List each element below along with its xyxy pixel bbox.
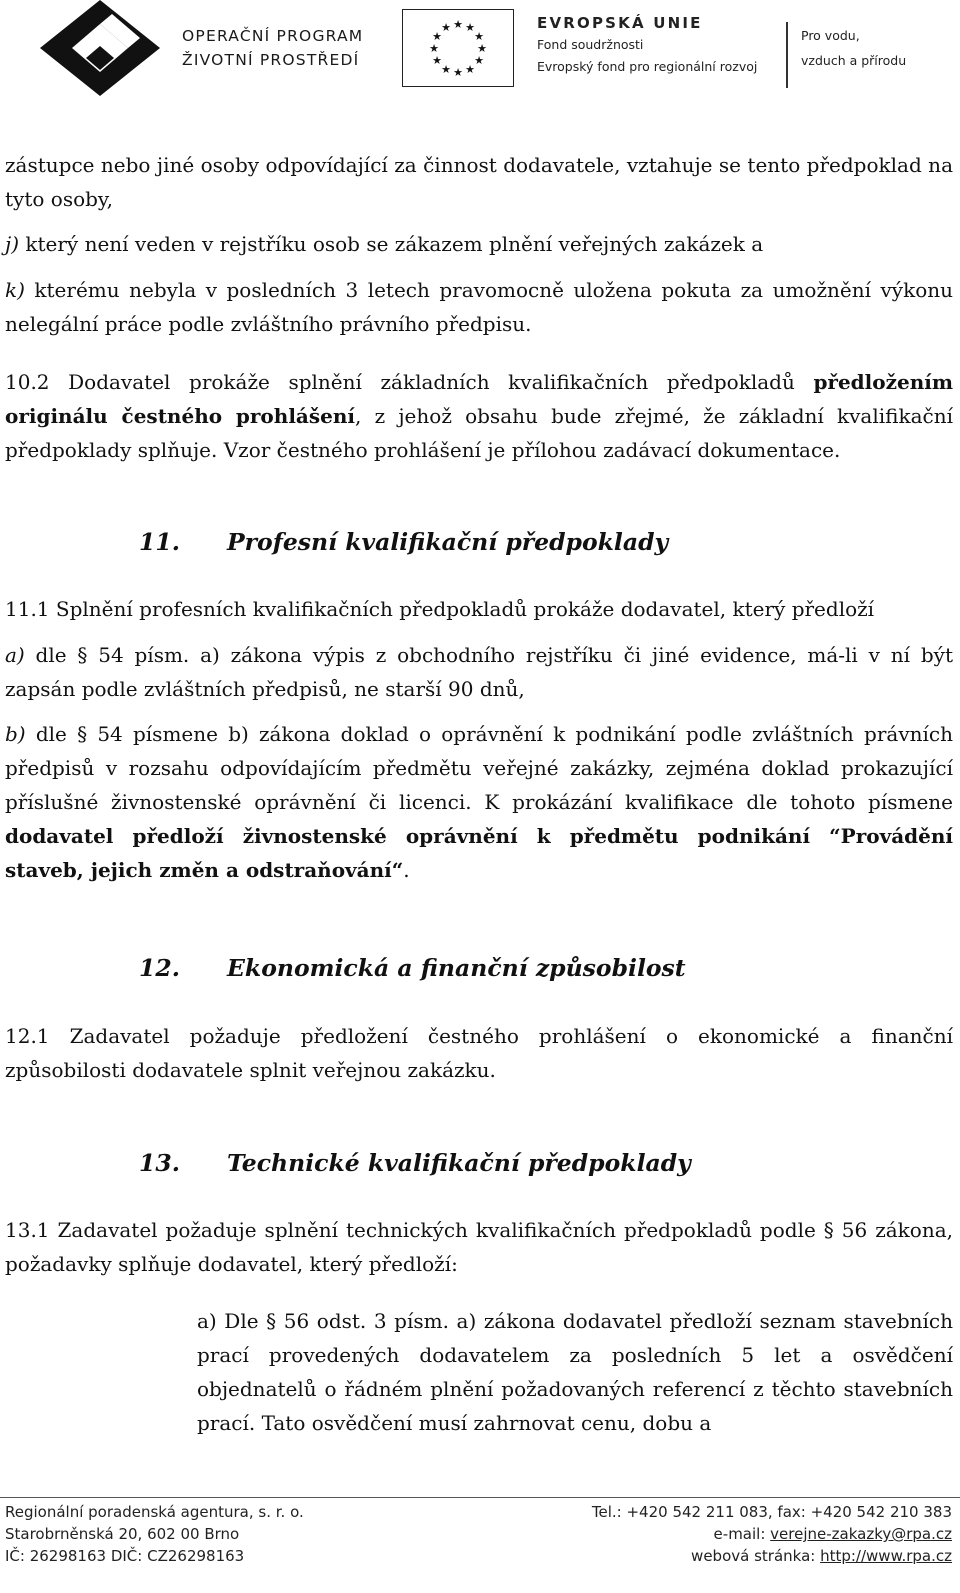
- item-label: k): [5, 278, 25, 302]
- paragraph-13-1: 13.1 Zadavatel požaduje splnění technických kvalifikačních předpokladů podle § 56 zákona, požadavky splňuje dodavatel, který předloží:: [5, 1218, 953, 1276]
- eu-title: EVROPSKÁ UNIE: [537, 14, 703, 32]
- section-title: Profesní kvalifikační předpoklady: [227, 528, 669, 556]
- section-title: Technické kvalifikační předpoklady: [227, 1149, 691, 1177]
- item-text: dle § 54 písmene b) zákona doklad o oprávnění k podnikání podle zvláštních právních předpisů v rozsahu odpovídajícím předmětu veřejné zakázky, zejména doklad prokazující příslušné živnostenské oprávnění či licenci. K prokázání kvalifikace dle tohoto písmene: [5, 722, 953, 814]
- opzp-title: [182, 24, 363, 72]
- svg-text:★: ★: [453, 66, 463, 79]
- footer-phone: Tel.: +420 542 211 083, fax: +420 542 210 383: [591, 1503, 952, 1521]
- opzp-logo-icon: [40, 0, 160, 96]
- footer-line: Regionální poradenská agentura, s. r. o.: [5, 1503, 304, 1521]
- paragraph-text: 10.2 Dodavatel prokáže splnění základních kvalifikačních předpokladů: [5, 370, 814, 394]
- section-heading-12: [139, 954, 686, 982]
- paragraph-bold: předložením originálu čestného prohlášení: [5, 370, 953, 428]
- svg-text:★: ★: [477, 42, 487, 55]
- page-footer: [0, 1497, 960, 1593]
- motto-line: vzduch a přírodu: [801, 53, 907, 68]
- svg-text:★: ★: [441, 63, 451, 76]
- item-text: dle § 54 písm. a) zákona výpis z obchodního rejstříku či jiné evidence, má-li v ní být zapsán podle zvláštních předpisů, ne starší 90 dnů,: [5, 643, 953, 701]
- item-a: [5, 638, 953, 706]
- footer-email-row: [592, 1523, 952, 1545]
- web-link[interactable]: http://www.rpa.cz: [820, 1547, 952, 1565]
- section-heading-11: [139, 528, 668, 556]
- svg-text:★: ★: [465, 63, 475, 76]
- footer-web-row: [592, 1545, 952, 1567]
- eu-fund-line: Fond soudržnosti: [537, 37, 644, 52]
- paragraph-10-2: [5, 365, 953, 467]
- section-number: 12.: [139, 954, 180, 982]
- page-header: [0, 0, 960, 100]
- eu-flag-icon: [402, 9, 514, 87]
- eu-caption: [537, 12, 757, 78]
- opzp-line: ŽIVOTNÍ PROSTŘEDÍ: [182, 51, 360, 69]
- svg-text:★: ★: [429, 42, 439, 55]
- svg-text:★: ★: [474, 54, 484, 67]
- section-number: 11.: [139, 528, 180, 556]
- item-bold: dodavatel předloží živnostenské oprávnění k předmětu podnikání “Provádění staveb, jejich změn a odstraňování“: [5, 824, 953, 882]
- eu-fund-line: Evropský fond pro regionální rozvoj: [537, 59, 758, 74]
- paragraph-continuation: zástupce nebo jiné osoby odpovídající za činnost dodavatele, vztahuje se tento předpoklad na tyto osoby,: [5, 153, 953, 211]
- item-text: .: [403, 858, 410, 882]
- opzp-line: OPERAČNÍ PROGRAM: [182, 27, 364, 45]
- svg-text:★: ★: [441, 21, 451, 34]
- item-b: [5, 717, 953, 887]
- svg-text:★: ★: [432, 30, 442, 43]
- footer-line: Starobrněnská 20, 602 00 Brno: [5, 1525, 240, 1543]
- section-heading-13: [139, 1149, 691, 1177]
- web-label: webová stránka:: [691, 1547, 821, 1565]
- email-link[interactable]: verejne-zakazky@rpa.cz: [770, 1525, 952, 1543]
- item-label: b): [5, 722, 26, 746]
- footer-contacts: [592, 1501, 952, 1567]
- svg-text:★: ★: [474, 30, 484, 43]
- item-text: kterému nebyla v posledních 3 letech pravomocně uložena pokuta za umožnění výkonu nelegální práce podle zvláštního právního předpisu.: [5, 278, 953, 336]
- section-number: 13.: [139, 1149, 180, 1177]
- item-text: který není veden v rejstříku osob se zákazem plnění veřejných zakázek a: [19, 232, 764, 256]
- item-label: a): [5, 643, 25, 667]
- item-label: j): [5, 232, 20, 256]
- paragraph-11-1: 11.1 Splnění profesních kvalifikačních předpokladů prokáže dodavatel, který předloží: [5, 597, 875, 621]
- motto-line: Pro vodu,: [801, 28, 860, 43]
- email-label: e-mail:: [713, 1525, 771, 1543]
- item-k: [5, 273, 953, 341]
- item-13-1-a: a) Dle § 56 odst. 3 písm. a) zákona dodavatel předloží seznam stavebních prací provedených dodavatelem za posledních 5 let a osvědčení objednatelů o řádném plnění požadovaných referencí z těchto stavebních prací. Tato osvědčení musí zahrnovat cenu, dobu a: [197, 1309, 953, 1435]
- motto: [801, 23, 906, 73]
- eu-stars-icon: [403, 10, 513, 86]
- svg-text:★: ★: [453, 18, 463, 31]
- svg-text:★: ★: [432, 54, 442, 67]
- paragraph-12-1: 12.1 Zadavatel požaduje předložení čestného prohlášení o ekonomické a finanční způsobilosti dodavatele splnit veřejnou zakázku.: [5, 1024, 953, 1082]
- paragraph-text: , z jehož obsahu bude zřejmé, že základní kvalifikační předpoklady splňuje. Vzor čestného prohlášení je přílohou zadávací dokumentace.: [5, 404, 953, 462]
- item-j: [5, 227, 953, 261]
- section-title: Ekonomická a finanční způsobilost: [227, 954, 686, 982]
- footer-line: IČ: 26298163 DIČ: CZ26298163: [5, 1547, 245, 1565]
- footer-company: [5, 1501, 304, 1567]
- svg-text:★: ★: [465, 21, 475, 34]
- header-divider: [786, 22, 788, 88]
